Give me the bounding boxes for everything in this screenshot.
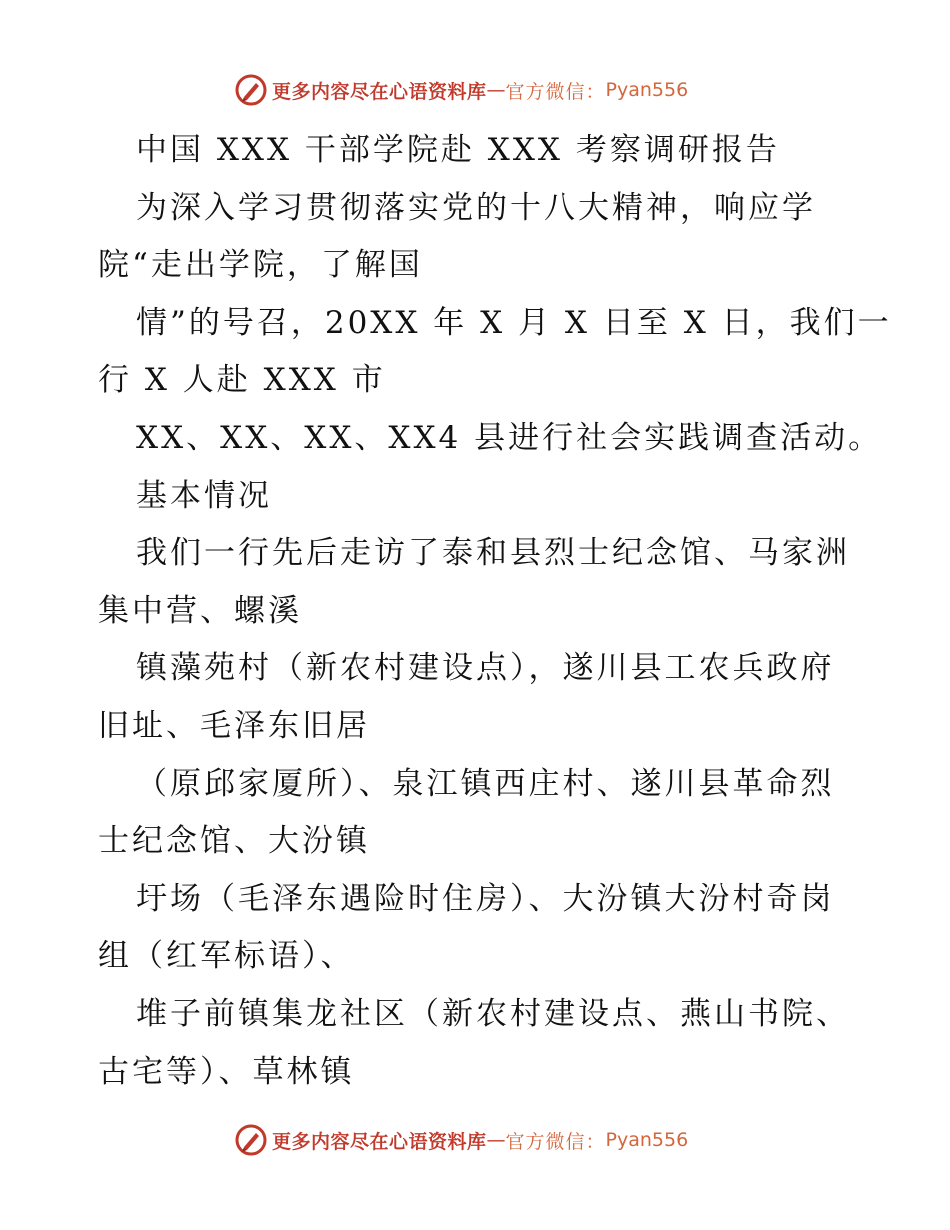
watermark-brand: 更多内容尽在心语资料库 xyxy=(272,1130,487,1153)
document-line: 集中营、螺溪 xyxy=(98,592,302,629)
section-heading: 基本情况 xyxy=(136,477,272,514)
document-line: 圩场（毛泽东遇险时住房）、大汾镇大汾村奇岗 xyxy=(136,880,835,917)
document-line: 中国 XXX 干部学院赴 XXX 考察调研报告 xyxy=(136,132,780,168)
watermark-id: Pyan556 xyxy=(605,79,689,101)
document-line: 我们一行先后走访了泰和县烈士纪念馆、马家洲 xyxy=(136,535,850,572)
header-watermark xyxy=(234,72,688,108)
document-body xyxy=(98,122,892,1101)
document-line: 情”的号召，20XX 年 X 月 X 日至 X 日，我们一 xyxy=(136,304,892,341)
pen-logo-icon xyxy=(234,1123,268,1157)
document-line: 镇藻苑村（新农村建设点），遂川县工农兵政府 xyxy=(136,650,835,687)
document-line: 堆子前镇集龙社区（新农村建设点、燕山书院、 xyxy=(136,995,850,1032)
document-line: 为深入学习贯彻落实党的十八大精神，响应学 xyxy=(136,189,816,226)
watermark-official: 官方微信： xyxy=(505,1130,606,1153)
document-line: 院“走出学院，了解国 xyxy=(98,247,423,284)
watermark-official: 官方微信： xyxy=(505,80,606,103)
document-line: 行 X 人赴 XXX 市 xyxy=(98,362,386,399)
document-line: 组（红军标语）、 xyxy=(98,938,355,975)
watermark-brand: 更多内容尽在心语资料库 xyxy=(272,80,487,103)
document-line: 旧址、毛泽东旧居 xyxy=(98,707,370,744)
watermark-dash: — xyxy=(486,1129,506,1151)
watermark-dash: — xyxy=(486,79,506,101)
document-line: （原邱家厦所）、泉江镇西庄村、遂川县革命烈 xyxy=(136,765,835,802)
watermark-id: Pyan556 xyxy=(605,1129,689,1151)
document-line: XX、XX、XX、XX4 县进行社会实践调查活动。 xyxy=(136,419,883,456)
document-line: 士纪念馆、大汾镇 xyxy=(98,823,370,860)
document-line: 古宅等）、草林镇 xyxy=(98,1053,355,1090)
pen-logo-icon xyxy=(234,73,268,107)
footer-watermark xyxy=(234,1122,688,1158)
